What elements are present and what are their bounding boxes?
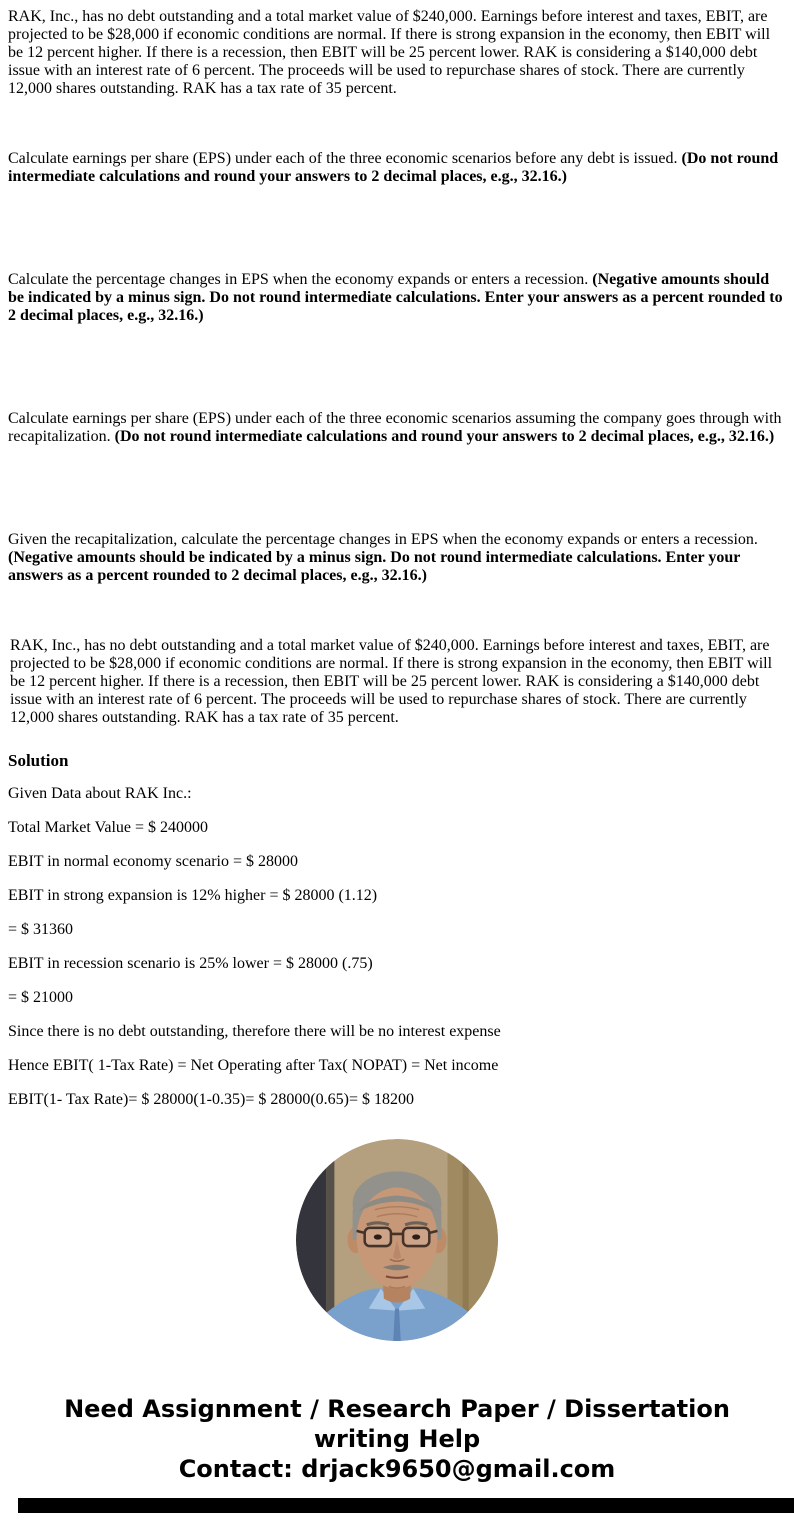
- footer-help-text: Need Assignment / Research Paper / Dissertation writing Help: [64, 1395, 730, 1453]
- solution-heading: Solution: [8, 751, 69, 770]
- question-paragraph-1: [8, 150, 786, 186]
- question-4-text: Given the recapitalization, calculate the percentage changes in EPS when the economy expands or enters a recession.: [8, 531, 758, 548]
- solution-line: = $ 31360: [8, 921, 74, 938]
- question-1-instruction: (Do not round intermediate calculations and round your answers to 2 decimal places, e.g., 32.16.): [8, 150, 779, 185]
- footer-contact-text: Contact: drjack9650@gmail.com: [178, 1455, 616, 1483]
- question-1-text: Calculate earnings per share (EPS) under each of the three economic scenarios before any debt is issued.: [8, 150, 682, 167]
- question-2-text: Calculate the percentage changes in EPS when the economy expands or enters a recession.: [8, 271, 593, 288]
- solution-line: Hence EBIT( 1-Tax Rate) = Net Operating after Tax( NOPAT) = Net income: [8, 1057, 499, 1074]
- question-3-text: Calculate earnings per share (EPS) under each of the three economic scenarios assuming the company goes through with recapitalization.: [8, 410, 782, 445]
- question-paragraph-2: [8, 271, 786, 325]
- footer: [8, 1394, 786, 1484]
- solution-line: EBIT in normal economy scenario = $ 28000: [8, 853, 298, 870]
- case-paragraph-repeated: RAK, Inc., has no debt outstanding and a total market value of $240,000. Earnings before interest and taxes, EBIT, are projected to be $28,000 if economic conditions are normal. If there is strong expansion in the economy, then EBIT will be 12 percent higher. If there is a recession, then EBIT will be 25 percent lower. RAK is considering a $140,000 debt issue with an interest rate of 6 percent. The proceeds will be used to repurchase shares of stock. There are currently 12,000 shares outstanding. RAK has a tax rate of 35 percent.: [10, 637, 773, 726]
- solution-line: EBIT in strong expansion is 12% higher = $ 28000 (1.12): [8, 887, 378, 904]
- case-paragraph: RAK, Inc., has no debt outstanding and a total market value of $240,000. Earnings before interest and taxes, EBIT, are projected to be $28,000 if economic conditions are normal. If there is strong expansion in the economy, then EBIT will be 12 percent higher. If there is a recession, then EBIT will be 25 percent lower. RAK is considering a $140,000 debt issue with an interest rate of 6 percent. The proceeds will be used to repurchase shares of stock. There are currently 12,000 shares outstanding. RAK has a tax rate of 35 percent.: [8, 8, 771, 97]
- bottom-bar: [18, 1498, 794, 1513]
- solution-line: Given Data about RAK Inc.:: [8, 785, 192, 802]
- question-paragraph-4: [8, 531, 786, 585]
- solution-line: EBIT in recession scenario is 25% lower = $ 28000 (.75): [8, 955, 373, 972]
- solution-line: EBIT(1- Tax Rate)= $ 28000(1-0.35)= $ 28000(0.65)= $ 18200: [8, 1091, 415, 1108]
- solution-line: Total Market Value = $ 240000: [8, 819, 209, 836]
- question-4-instruction: (Negative amounts should be indicated by a minus sign. Do not round intermediate calculations. Enter your answers as a percent rounded to 2 decimal places, e.g., 32.16.): [8, 549, 741, 584]
- question-paragraph-3: [8, 410, 786, 446]
- question-2-instruction: (Negative amounts should be indicated by a minus sign. Do not round intermediate calculations. Enter your answers as a percent rounded to 2 decimal places, e.g., 32.16.): [8, 271, 783, 324]
- solution-line: Since there is no debt outstanding, therefore there will be no interest expense: [8, 1023, 501, 1040]
- question-3-instruction: (Do not round intermediate calculations and round your answers to 2 decimal places, e.g., 32.16.): [114, 428, 775, 445]
- tutor-portrait-photo: [296, 1139, 498, 1341]
- solution-line: = $ 21000: [8, 989, 74, 1006]
- tutor-portrait-illustration: [296, 1139, 498, 1341]
- photo-container: [8, 1139, 786, 1346]
